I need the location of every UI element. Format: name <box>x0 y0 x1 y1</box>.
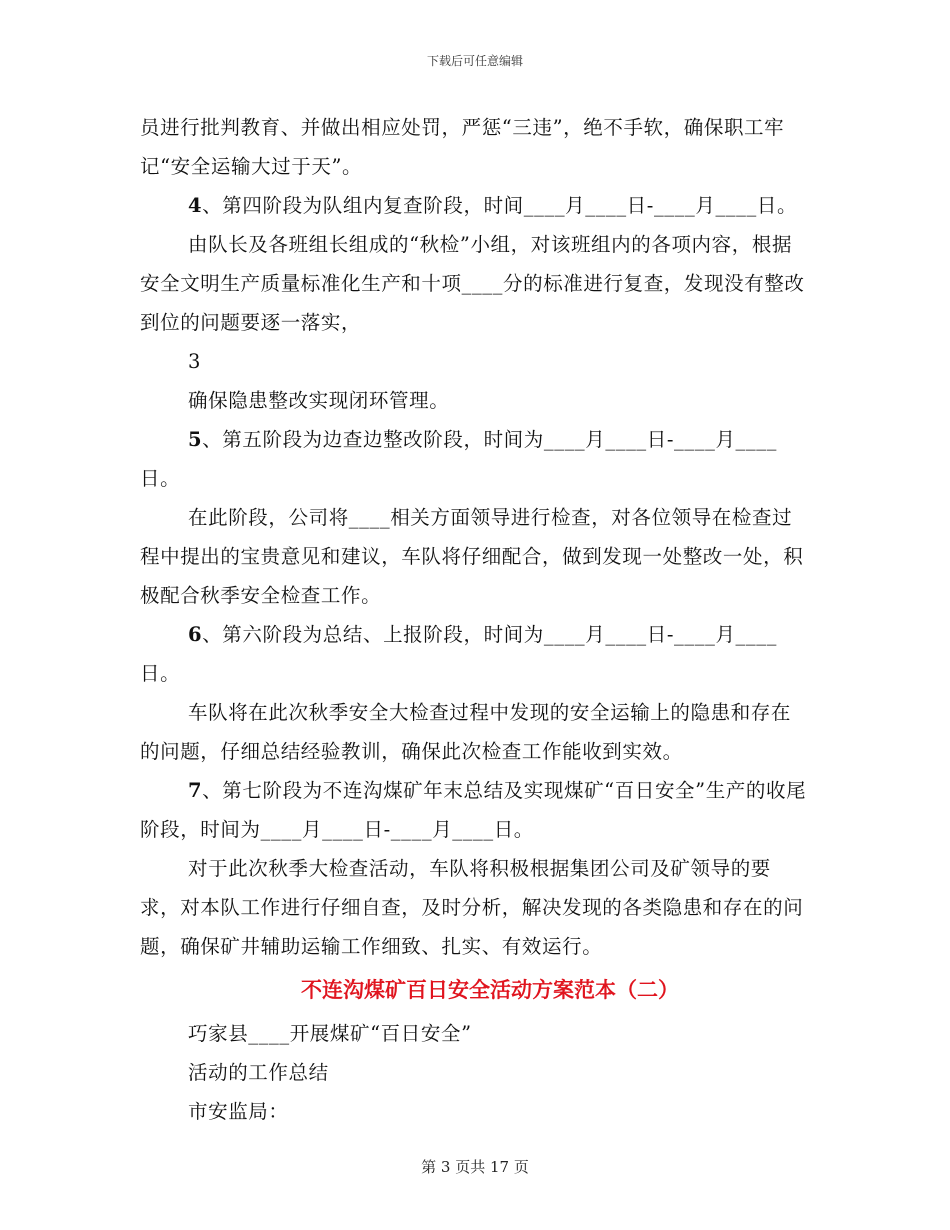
paragraph-stage-4 <box>140 186 810 225</box>
paragraph-summary: 车队将在此次秋季安全大检查过程中发现的安全运输上的隐患和存在的问题，仔细总结经验教训，确保此次检查工作能收到实效。 <box>140 701 792 763</box>
paragraph-stage-6 <box>140 615 810 693</box>
paragraph-recheck: 由队长及各班组长组成的“秋检”小组，对该班组内的各项内容，根据安全文明生产质量标准化生产和十项____分的标准进行复查，发现没有整改到位的问题要逐一落实， <box>140 233 805 334</box>
paragraph-closed-loop: 确保隐患整改实现闭环管理。 <box>188 389 450 412</box>
stage-number: 4 <box>188 194 203 217</box>
report-addressee: 市安监局： <box>188 1100 289 1123</box>
page-footer: 第 3 页共 17 页 <box>421 1158 529 1176</box>
stage-number: 5 <box>188 428 203 451</box>
paragraph-text: 、第七阶段为不连沟煤矿年末总结及实现煤矿“百日安全”生产的收尾阶段，时间为____月____日-____月____日。 <box>140 779 807 841</box>
section-title: 不连沟煤矿百日安全活动方案范本（二） <box>301 977 679 1002</box>
paragraph-self-check: 对于此次秋季大检查活动，车队将积极根据集团公司及矿领导的要求，对本队工作进行仔细自查，及时分析，解决发现的各类隐患和存在的问题，确保矿井辅助运输工作细致、扎实、有效运行。 <box>140 857 804 958</box>
report-heading-line-1: 巧家县____开展煤矿“百日安全” <box>188 1022 472 1045</box>
document-body <box>140 108 810 1131</box>
paragraph-stage-5 <box>140 420 810 498</box>
page-header: 下载后可任意编辑 <box>426 54 523 68</box>
paragraph-page-marker: 3 <box>188 350 202 373</box>
stage-number: 6 <box>188 623 203 646</box>
paragraph-stage-7 <box>140 771 810 849</box>
report-heading-line-2: 活动的工作总结 <box>188 1061 329 1084</box>
paragraph-text: 、第五阶段为边查边整改阶段，时间为____月____日-____月____日。 <box>140 428 777 490</box>
paragraph-text: 、第六阶段为总结、上报阶段，时间为____月____日-____月____日。 <box>140 623 777 685</box>
paragraph-inspection: 在此阶段，公司将____相关方面领导进行检查，对各位领导在检查过程中提出的宝贵意见和建议，车队将仔细配合，做到发现一处整改一处，积极配合秋季安全检查工作。 <box>140 506 804 607</box>
paragraph-continuation: 员进行批判教育、并做出相应处罚，严惩“三违”，绝不手软，确保职工牢记“安全运输大过于天”。 <box>140 116 785 178</box>
stage-number: 7 <box>188 779 203 802</box>
paragraph-text: 、第四阶段为队组内复查阶段，时间____月____日-____月____日。 <box>202 194 798 217</box>
